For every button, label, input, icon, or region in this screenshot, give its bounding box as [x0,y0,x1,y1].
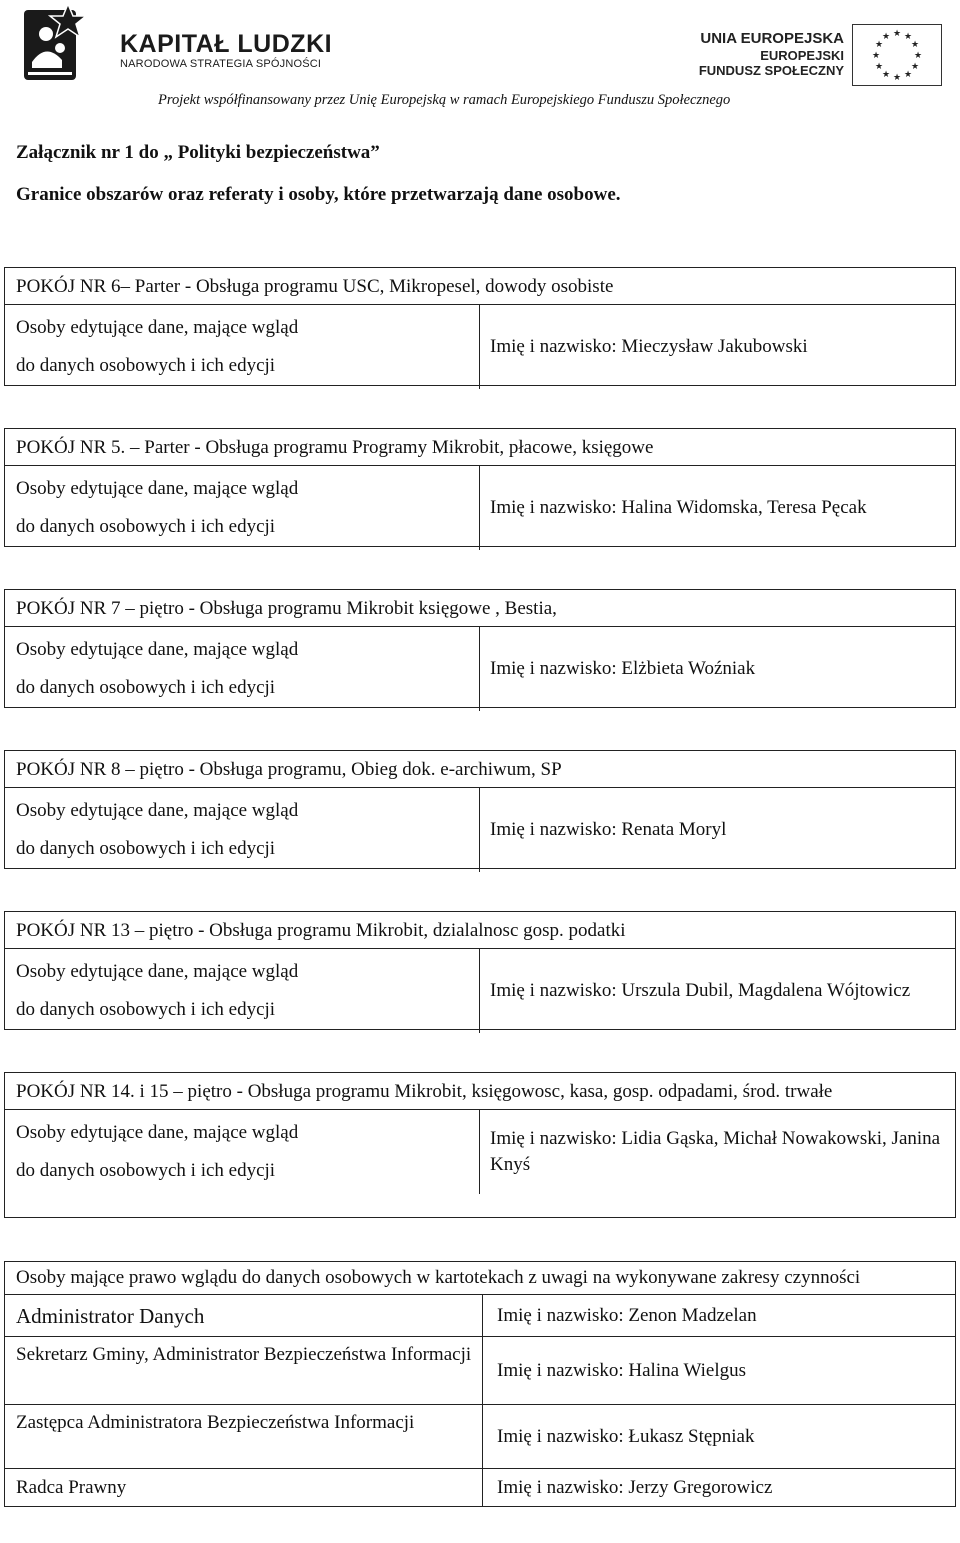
room-label-line-2: do danych osobowych i ich edycji [16,999,276,1020]
access-role: Radca Prawny [5,1469,483,1506]
eu-line-2: EUROPEJSKI [760,48,844,63]
room-label [5,466,480,550]
page-header [0,0,960,115]
eu-logo [690,20,950,86]
room-label-line-1: Osoby edytujące dane, mające wgląd [16,961,299,982]
room-label [5,627,480,711]
room-label [5,305,480,389]
room-label-line-2: do danych osobowych i ich edycji [16,355,276,376]
room-label-line-1: Osoby edytujące dane, mające wgląd [16,317,299,338]
room-table [4,589,956,708]
room-label [5,949,480,1033]
kapital-ludzki-logo [22,2,333,90]
document-title: Załącznik nr 1 do „ Polityki bezpieczeństwa” [16,142,380,163]
room-label-line-1: Osoby edytujące dane, mające wgląd [16,478,299,499]
room-header: POKÓJ NR 5. – Parter - Obsługa programu Programy Mikrobit, płacowe, księgowe [5,429,955,466]
access-table [4,1261,956,1507]
access-person: Imię i nazwisko: Łukasz Stępniak [497,1425,755,1447]
room-header: POKÓJ NR 6– Parter - Obsługa programu USC, Mikropesel, dowody osobiste [5,268,955,305]
room-label-line-2: do danych osobowych i ich edycji [16,516,276,537]
eu-line-3: FUNDUSZ SPOŁECZNY [698,63,844,78]
room-header: POKÓJ NR 13 – piętro - Obsługa programu Mikrobit, dzialalnosc gosp. podatki [5,912,955,949]
room-persons: Imię i nazwisko: Renata Moryl [490,819,727,840]
svg-text:★: ★ [910,61,920,71]
svg-text:★: ★ [892,28,902,38]
kapital-ludzki-subtitle: NARODOWA STRATEGIA SPÓJNOŚCI [120,58,322,70]
access-row [5,1469,955,1506]
room-persons: Imię i nazwisko: Elżbieta Woźniak [490,658,756,679]
eu-line-1: UNIA EUROPEJSKA [700,30,844,47]
room-table [4,911,956,1030]
kapital-ludzki-star-icon [22,2,102,90]
svg-text:★: ★ [874,39,884,49]
room-header: POKÓJ NR 14. i 15 – piętro - Obsługa programu Mikrobit, księgowosc, kasa, gosp. odpadami, środ. trwałe [5,1073,955,1110]
svg-text:★: ★ [913,50,923,60]
svg-text:★: ★ [874,61,884,71]
room-label-line-1: Osoby edytujące dane, mające wgląd [16,800,299,821]
room-persons: Imię i nazwisko: Mieczysław Jakubowski [490,336,808,357]
access-row [5,1295,955,1337]
room-label-line-1: Osoby edytujące dane, mające wgląd [16,639,299,660]
room-header: POKÓJ NR 7 – piętro - Obsługa programu Mikrobit księgowe , Bestia, [5,590,955,627]
room-label-line-2: do danych osobowych i ich edycji [16,677,276,698]
room-persons: Imię i nazwisko: Halina Widomska, Teresa Pęcak [490,497,867,518]
access-row [5,1405,955,1469]
svg-text:★: ★ [881,69,891,79]
document-subtitle: Granice obszarów oraz referaty i osoby, które przetwarzają dane osobowe. [16,184,621,205]
svg-text:★: ★ [910,39,920,49]
kapital-ludzki-title: KAPITAŁ LUDZKI [120,30,333,58]
room-table [4,750,956,869]
access-row [5,1337,955,1405]
room-table [4,267,956,386]
svg-text:★: ★ [903,31,913,41]
svg-text:★: ★ [903,69,913,79]
room-persons: Imię i nazwisko: Urszula Dubil, Magdalena Wójtowicz [490,980,911,1001]
svg-text:★: ★ [871,50,881,60]
room-table [4,1072,956,1218]
access-person: Imię i nazwisko: Jerzy Gregorowicz [497,1476,773,1498]
room-label-line-2: do danych osobowych i ich edycji [16,838,276,859]
room-table [4,428,956,547]
room-label [5,1110,480,1194]
access-role: Administrator Danych [5,1295,483,1336]
room-label-line-2: do danych osobowych i ich edycji [16,1160,276,1181]
room-label [5,788,480,872]
eu-flag-icon [852,24,942,86]
room-persons: Imię i nazwisko: Lidia Gąska, Michał Nowakowski, Janina Knyś [490,1128,941,1175]
access-role: Zastępca Administratora Bezpieczeństwa Informacji [5,1405,483,1468]
room-header: POKÓJ NR 8 – piętro - Obsługa programu, Obieg dok. e-archiwum, SP [5,751,955,788]
access-person: Imię i nazwisko: Halina Wielgus [497,1359,746,1381]
access-header: Osoby mające prawo wglądu do danych osobowych w kartotekach z uwagi na wykonywane zakresy czynności [5,1262,955,1295]
access-role: Sekretarz Gminy, Administrator Bezpieczeństwa Informacji [5,1337,483,1404]
access-person: Imię i nazwisko: Zenon Madzelan [497,1304,757,1326]
room-label-line-1: Osoby edytujące dane, mające wgląd [16,1122,299,1143]
project-funding-line: Projekt współfinansowany przez Unię Europejską w ramach Europejskiego Funduszu Społecznego [158,92,731,108]
svg-text:★: ★ [881,31,891,41]
svg-text:★: ★ [892,72,902,82]
